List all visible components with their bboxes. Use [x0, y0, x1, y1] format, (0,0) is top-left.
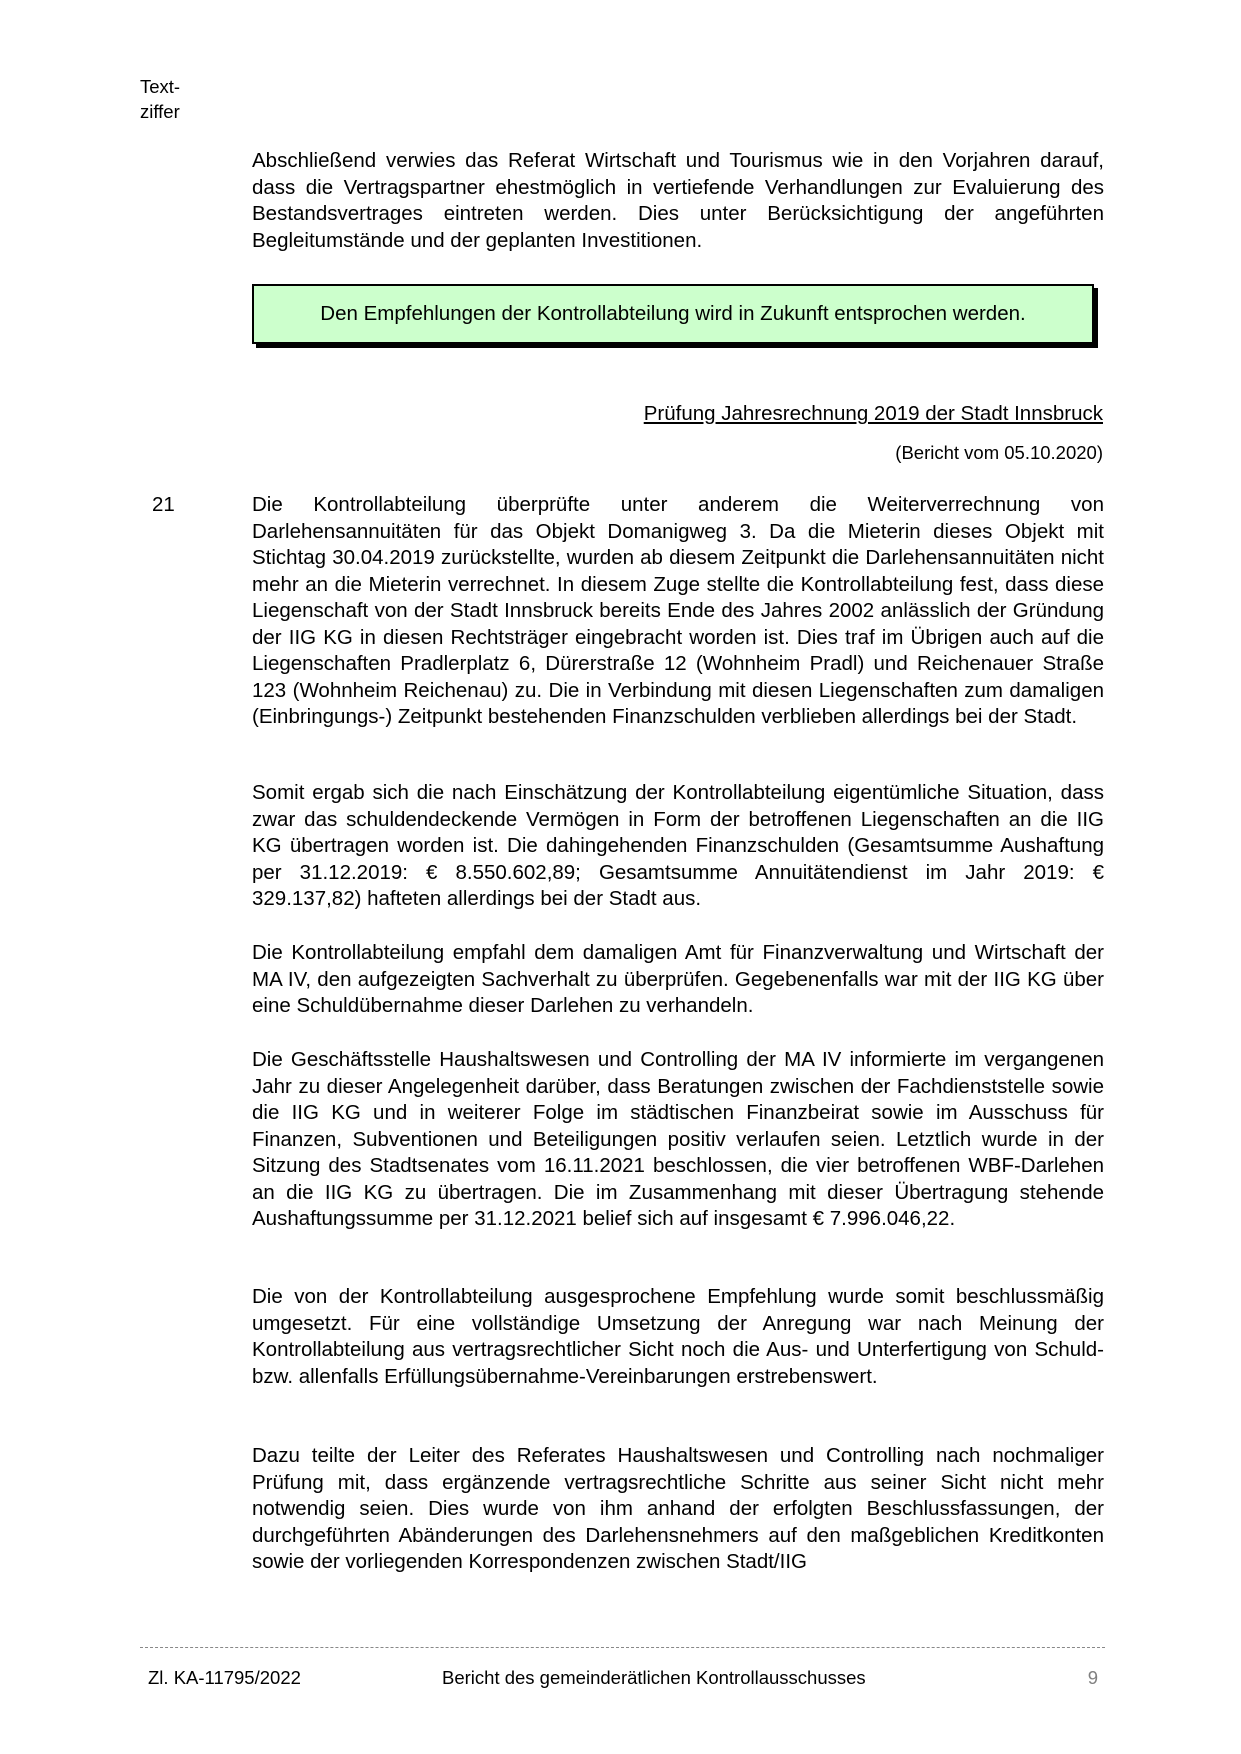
section-paragraph-2: Somit ergab sich die nach Einschätzung der Kontrollabteilung eigentümliche Situation, dass zwar das schuldendeckende Vermögen in Form der betroffenen Liegenschaften an die IIG KG übertragen worden ist. Die dahingehenden Finanzschulden (Gesamtsumme Aushaftung per 31.12.2019: € 8.550.602,89; Gesamtsumme Annuitätendienst im Jahr 2019: € 329.137,82) hafteten allerdings bei der Stadt aus.: [252, 781, 1104, 910]
footer-page-number: 9: [1087, 1667, 1098, 1688]
section-paragraph-3-block: [252, 940, 1104, 1020]
textziffer-label-line1: Text-: [140, 76, 181, 97]
textziffer-label: [140, 74, 180, 124]
section-paragraph-2-block: [252, 780, 1104, 913]
section-paragraph-4-block: [252, 1047, 1104, 1233]
textziffer-number: 21: [152, 493, 175, 516]
section-paragraph-1: Die Kontrollabteilung überprüfte unter anderem die Weiterverrechnung von Darlehensannuitäten für das Objekt Domanigweg 3. Da die Mieterin dieses Objekt mit Stichtag 30.04.2019 zurückstellte, wurden ab diesem Zeitpunkt die Darlehensannuitäten nicht mehr an die Mieterin verrechnet. In diesem Zuge stellte die Kontrollabteilung fest, dass diese Liegenschaft von der Stadt Innsbruck bereits Ende des Jahres 2002 anlässlich der Gründung der IIG KG in diesen Rechtsträger eingebracht worden ist. Dies traf im Übrigen auch auf die Liegenschaften Pradlerplatz 6, Dürerstraße 12 (Wohnheim Pradl) und Reichenauer Straße 123 (Wohnheim Reichenau) zu. Die in Verbindung mit diesen Liegenschaften zum damaligen (Einbringungs-) Zeitpunkt bestehenden Finanzschulden verblieben allerdings bei der Stadt.: [252, 493, 1104, 728]
section-paragraph-4: Die Geschäftsstelle Haushaltswesen und Controlling der MA IV informierte im vergangenen Jahr zu dieser Angelegenheit darüber, dass Beratungen zwischen der Fachdienststelle sowie die IIG KG und in weiterer Folge im städtischen Finanzbeirat sowie im Ausschuss für Finanzen, Subventionen und Beteiligungen positiv verlaufen seien. Letztlich wurde in der Sitzung des Stadtsenates vom 16.11.2021 beschlossen, die vier betroffenen WBF-Darlehen an die IIG KG zu übertragen. Die im Zusammenhang mit dieser Übertragung stehende Aushaftungssumme per 31.12.2021 belief sich auf insgesamt € 7.996.046,22.: [252, 1048, 1104, 1230]
section-paragraph-3: Die Kontrollabteilung empfahl dem damaligen Amt für Finanzverwaltung und Wirtschaft der MA IV, den aufgezeigten Sachverhalt zu überprüfen. Gegebenenfalls war mit der IIG KG über eine Schuldübernahme dieser Darlehen zu verhandeln.: [252, 941, 1104, 1017]
section-paragraph-1-block: [252, 492, 1104, 731]
footer-divider: [140, 1647, 1105, 1648]
recommendation-box: [252, 284, 1094, 344]
section-subtitle: (Bericht vom 05.10.2020): [895, 442, 1103, 463]
textziffer-label-line2: ziffer: [140, 101, 180, 122]
section-paragraph-5-block: [252, 1284, 1104, 1390]
intro-paragraph-block: [252, 148, 1104, 254]
footer-title: Bericht des gemeinderätlichen Kontrollausschusses: [442, 1667, 866, 1688]
intro-paragraph: Abschließend verwies das Referat Wirtschaft und Tourismus wie in den Vorjahren darauf, dass die Vertragspartner ehestmöglich in vertiefende Verhandlungen zur Evaluierung des Bestandsvertrages eintreten werden. Dies unter Berücksichtigung der angeführten Begleitumstände und der geplanten Investitionen.: [252, 149, 1104, 252]
section-paragraph-5: Die von der Kontrollabteilung ausgesprochene Empfehlung wurde somit beschlussmäßig umgesetzt. Für eine vollständige Umsetzung der Anregung war nach Meinung der Kontrollabteilung aus vertragsrechtlicher Sicht noch die Aus- und Unterfertigung von Schuld- bzw. allenfalls Erfüllungsübernahme-Vereinbarungen erstrebenswert.: [252, 1285, 1104, 1388]
recommendation-text: Den Empfehlungen der Kontrollabteilung wird in Zukunft entsprochen werden.: [320, 301, 1026, 325]
section-paragraph-6-block: [252, 1443, 1104, 1576]
footer-reference: Zl. KA-11795/2022: [148, 1667, 301, 1688]
section-paragraph-6: Dazu teilte der Leiter des Referates Haushaltswesen und Controlling nach nochmaliger Prüfung mit, dass ergänzende vertragsrechtliche Schritte aus seiner Sicht nicht mehr notwendig seien. Dies wurde von ihm anhand der erfolgten Beschlussfassungen, der durchgeführten Abänderungen des Darlehensnehmers auf den maßgeblichen Kreditkonten sowie der vorliegenden Korrespondenzen zwischen Stadt/IIG: [252, 1444, 1104, 1573]
section-title: Prüfung Jahresrechnung 2019 der Stadt Innsbruck: [643, 402, 1103, 425]
